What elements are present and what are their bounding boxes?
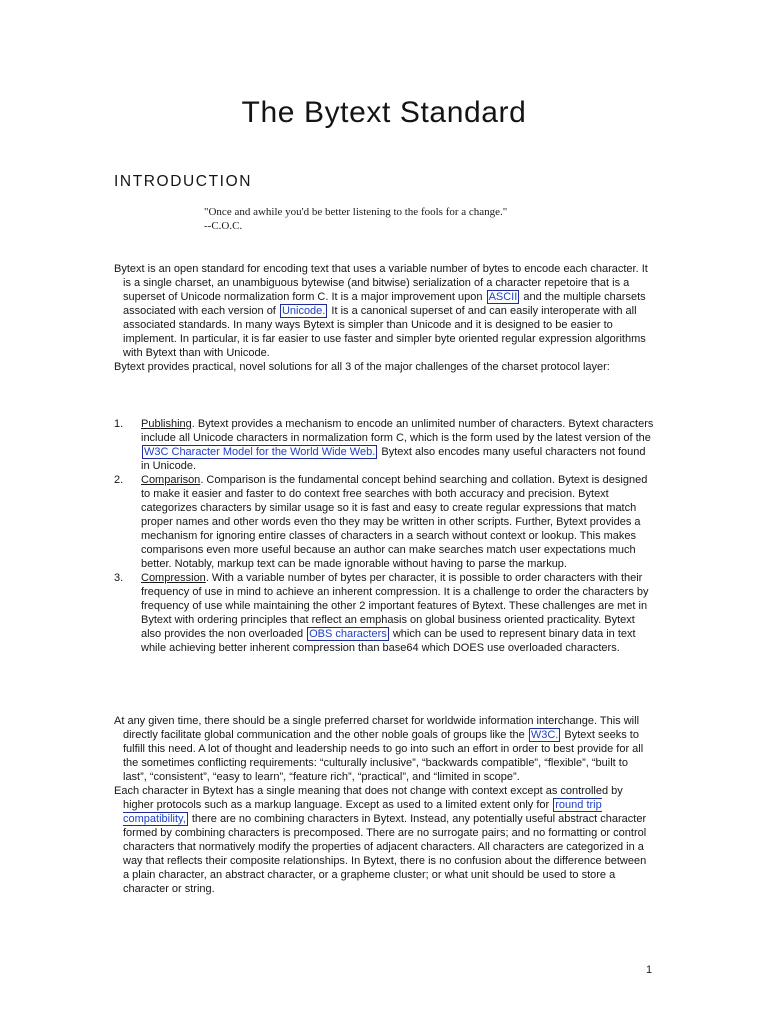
challenge-compression: 3. Compression. With a variable number of bytes per character, it is possible to order characters with their frequency of use in mind to achieve an inherent compression. It is a challenge to order the characters by frequency of use while maintaining the other 2 important features of Bytext. These challenges are met in Bytext with ordering principles that reflect an emphasis on global business oriented practicality. Bytext also provides the non overloaded OBS characters which can be used to represent binary data in text while achieving better inherent compression than base64 which DOES use overloaded characters. <box>114 572 649 654</box>
charset-paragraph: At any given time, there should be a single preferred charset for worldwide information interchange. This will directly facilitate global communication and the other noble goals of groups like the W3C. Bytext seeks to fulfill this need. A lot of thought and leadership needs to go into such an effort in order to best provide for all the sometimes conflicting requirements: “culturally inclusive”, “backwards compatible”, “flexible”, “built to last”, “consistent”, “easy to learn”, “feature rich”, “practical”, and “limited in scope”. <box>114 715 644 783</box>
meaning-paragraph: Each character in Bytext has a single meaning that does not change with context except as controlled by higher protocols such as a markup language. Except as used to a limited extent only for round trip compatibility, there are no combining characters in Bytext. Instead, any potentially useful abstract character formed by combining characters is precomposed. There are no surrogate pairs; and no formatting or control characters that normatively modify the properties of adjacent characters. All characters are categorized in a way that reflects their composite relationships. In Bytext, there is no confusion about the difference between a plain character, an abstract character, or a grapheme cluster; or what unit should be used to store a character or string. <box>114 785 647 895</box>
intro-paragraph: Bytext is an open standard for encoding text that uses a variable number of bytes to encode each character. It is a single charset, an unambiguous bytewise (and bitwise) serialization of a character repetoire that is a superset of Unicode normalization form C. It is a major improvement upon ASCII and the multiple charsets associated with each version of Unicode. It is a canonical superset of and can easily interoperate with all associated standards. In many ways Bytext is simpler than Unicode and it is designed to be easier to implement. In particular, it is far easier to use faster and simpler byte oriented regular expression algorithms with Bytext than with Unicode. <box>114 263 648 359</box>
w3c-character-model-link[interactable]: W3C Character Model for the World Wide Web. <box>144 446 376 458</box>
challenge-term: Publishing <box>141 418 192 430</box>
epigraph-quote: "Once and awhile you'd be better listening to the fools for a change." <box>204 206 508 218</box>
challenges-list <box>114 417 654 655</box>
w3c-link[interactable]: W3C. <box>530 729 559 741</box>
intro-block <box>114 262 654 374</box>
section-heading-introduction: INTRODUCTION <box>114 173 253 190</box>
challenge-term: Comparison <box>141 474 201 486</box>
closing-block <box>114 714 654 896</box>
challenge-term: Compression <box>141 572 206 584</box>
round-trip-compatibility-link[interactable]: round trip compatibility, <box>123 799 602 825</box>
unicode-link[interactable]: Unicode. <box>281 305 326 317</box>
epigraph-attribution: --C.O.C. <box>204 220 243 232</box>
epigraph <box>204 205 507 233</box>
page-number: 1 <box>646 964 653 976</box>
obs-characters-link[interactable]: OBS characters <box>309 628 387 640</box>
challenge-publishing: 1. Publishing. Bytext provides a mechanism to encode an unlimited number of characters. Bytext characters include all Unicode characters in normalization form C, which is the form used by the latest version of the W3C Character Model for the World Wide Web. Bytext also encodes many useful characters not found in Unicode. <box>114 418 654 472</box>
challenge-comparison: 2. Comparison. Comparison is the fundamental concept behind searching and collation. Bytext is designed to make it easier and faster to do context free searches with both accuracy and precision. Bytext categorizes characters by similar usage so it is fast and easy to create regular expressions that match proper names and other words even tho they may be written in other scripts. Further, Bytext provides a mechanism for ignoring entire classes of characters in a search without context or lookup. This makes comparisons even more useful because an author can make searches match user expectations much better. Notably, markup text can be made ignorable without having to parse the markup. <box>114 474 648 570</box>
document-title: The Bytext Standard <box>241 96 527 129</box>
ascii-link[interactable]: ASCII <box>488 291 518 303</box>
challenges-block <box>114 417 654 655</box>
challenges-intro: Bytext provides practical, novel solutions for all 3 of the major challenges of the charset protocol layer: <box>114 361 610 373</box>
